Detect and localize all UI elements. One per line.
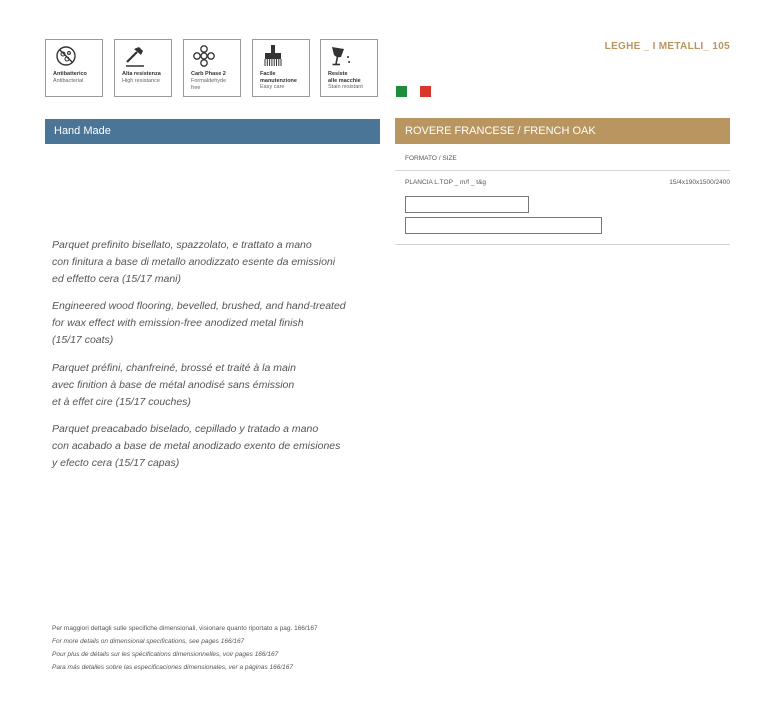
feature-title: Facile bbox=[260, 71, 276, 77]
size-header: FORMATO / SIZE bbox=[405, 155, 457, 162]
feature-carb-phase-2 bbox=[183, 39, 241, 97]
footnote-spanish: Para más detalles sobre las especificaciones dimensionales, ver a páginas 166/167 bbox=[52, 664, 294, 671]
footnotes bbox=[52, 622, 318, 674]
footnote-french: Pour plus de détails sur les spécifications dimensionnelles, voir pages 166/167 bbox=[52, 651, 279, 658]
hand-made-bar bbox=[45, 119, 380, 144]
blank-field-2 bbox=[405, 217, 602, 234]
product-title-bar bbox=[395, 118, 730, 144]
spec-row-size: 15/4x190x1500/2400 bbox=[669, 179, 730, 186]
description-text: Parquet preacabado biselado, cepillado y tratado a mano con acabado a base de metal anodizado exento de emisiones y efecto cera (15/17 capas) bbox=[52, 423, 341, 469]
antibacterial-icon bbox=[54, 44, 78, 68]
wine-glass-icon bbox=[329, 44, 353, 68]
page-reference: LEGHE _ I METALLI_ 105 bbox=[604, 41, 730, 52]
feature-title: Resiste bbox=[328, 71, 348, 77]
spec-row-name: PLANCIA L.TOP _ m/f _ t&g bbox=[405, 179, 487, 186]
description-english bbox=[52, 298, 352, 349]
feature-title: alle macchie bbox=[328, 77, 361, 84]
feature-subtitle: Stain resistant bbox=[328, 84, 363, 90]
description-text: Parquet préfini, chanfreiné, brossé et traité à la main avec finition à base de métal anodisé sans émission et à effet cire (15/17 couches) bbox=[52, 362, 296, 408]
red-flag-swatch bbox=[420, 86, 431, 97]
green-flag-swatch bbox=[396, 86, 407, 97]
description-text: Engineered wood flooring, bevelled, brushed, and hand-treated for wax effect with emission-free anodized metal finish (15/17 coats) bbox=[52, 300, 346, 346]
description-french bbox=[52, 360, 352, 411]
divider bbox=[395, 244, 730, 245]
footnote-english: For more details on dimensional specifications, see pages 166/167 bbox=[52, 638, 245, 645]
hammer-icon bbox=[123, 44, 147, 68]
feature-title: Carb Phase 2 bbox=[191, 71, 226, 77]
feature-subtitle: Antibacterial bbox=[53, 78, 84, 84]
feature-subtitle: free bbox=[191, 84, 201, 91]
feature-antibacterial bbox=[45, 39, 103, 97]
description-text: Parquet prefinito bisellato, spazzolato, e trattato a mano con finitura a base di metallo anodizzato esente da emissioni ed effetto cera (15/17 mani) bbox=[52, 239, 336, 285]
feature-title: Antibatterico bbox=[53, 71, 87, 77]
feature-easy-care bbox=[252, 39, 310, 97]
feature-high-resistance bbox=[114, 39, 172, 97]
blank-field-1 bbox=[405, 196, 529, 213]
footnote-italian: Per maggiori dettagli sulle specifiche dimensionali, visionare quanto riportato a pag. 166/167 bbox=[52, 625, 318, 632]
flower-icon bbox=[192, 44, 216, 68]
product-title: ROVERE FRANCESE / FRENCH OAK bbox=[405, 125, 596, 137]
description-italian bbox=[52, 237, 352, 288]
feature-subtitle: Formaldehyde bbox=[191, 78, 227, 84]
divider bbox=[395, 170, 730, 171]
feature-title: Alta resistenza bbox=[122, 71, 161, 77]
description-spanish bbox=[52, 421, 352, 472]
feature-title: manutenzione bbox=[260, 77, 297, 84]
feature-subtitle: High resistance bbox=[122, 78, 160, 84]
brush-icon bbox=[261, 44, 285, 68]
feature-stain-resistant bbox=[320, 39, 378, 97]
feature-subtitle: Easy care bbox=[260, 84, 285, 90]
hand-made-label: Hand Made bbox=[54, 125, 111, 137]
